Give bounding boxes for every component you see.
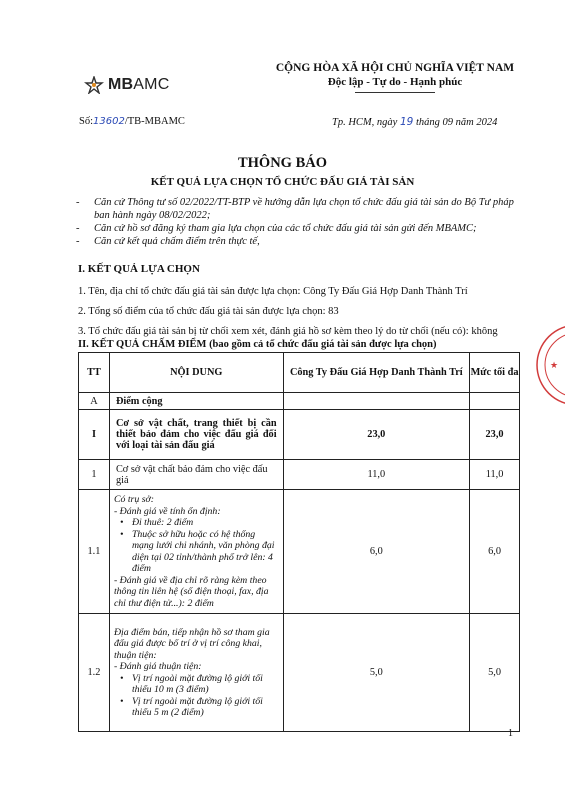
table-row: I Cơ sở vật chất, trang thiết bị cần thiết bảo đảm cho việc đấu giá đối với loại tài sản đấu giá 23,0 23,0 (79, 410, 520, 460)
section-1-items (78, 282, 538, 342)
section-1-item: 3. Tổ chức đấu giá tài sản bị từ chối xem xét, đánh giá hồ sơ kèm theo lý do từ chối (nếu có): không (78, 326, 498, 337)
handwritten-day: 19 (399, 116, 414, 128)
section-1-item: 2. Tổng số điểm của tổ chức đấu giá tài sản được lựa chọn: 83 (78, 306, 339, 317)
legal-basis-item: - Căn cứ kết quả chấm điểm trên thực tế, (76, 236, 260, 247)
notice-title: THÔNG BÁO (237, 155, 328, 171)
document-number: Số:13602/TB-MBAMC (79, 116, 185, 127)
legal-basis-item: - Căn cứ hồ sơ đăng ký tham gia lựa chọn của các tổ chức đấu giá tài sản gửi đến MBAMC; (76, 223, 477, 234)
legal-basis-item: - Căn cứ Thông tư số 02/2022/TT-BTP về hướng dẫn lựa chọn tổ chức đấu giá tài sản do Bộ Tư pháp ban hành ngày 08/02/2022; (76, 197, 514, 221)
header-tt: TT (79, 353, 110, 393)
motto-underline (355, 92, 435, 93)
mbamc-star-icon (84, 76, 104, 94)
legal-bases (76, 196, 516, 248)
red-stamp-seal (532, 318, 565, 413)
table-row: 1 Cơ sở vật chất bảo đảm cho việc đấu giá 11,0 11,0 (79, 460, 520, 490)
table-row: A Điểm cộng (79, 393, 520, 410)
handwritten-number: 13602 (93, 116, 125, 127)
table-header-row (79, 353, 520, 393)
document-date: Tp. HCM, ngày 19 tháng 09 năm 2024 (332, 116, 498, 128)
header-company: Công Ty Đấu Giá Hợp Danh Thành Trí (283, 353, 469, 393)
national-motto: Độc lập - Tự do - Hạnh phúc (327, 76, 463, 88)
national-title: CỘNG HÒA XÃ HỘI CHỦ NGHĨA VIỆT NAM (275, 62, 515, 74)
notice-subtitle: KẾT QUẢ LỰA CHỌN TỔ CHỨC ĐẤU GIÁ TÀI SẢN (150, 176, 415, 188)
table-row: 1.2 Địa điểm bán, tiếp nhận hồ sơ tham gia đấu giá được bố trí ở vị trí công khai, thuận tiện: - Đánh giá thuận tiện: • Vị trí ngoài mặt đường lộ giới tối thiểu 10 m (3 điểm) • Vị trí ngoài mặt đường lộ giới tối thiểu 5 m (2 điểm) 5,0 5,0 (79, 614, 520, 732)
scoring-table (78, 352, 520, 732)
section-1-heading: I. KẾT QUẢ LỰA CHỌN (78, 263, 200, 275)
svg-text:★: ★ (550, 361, 559, 371)
logo-text: MBAMC (108, 76, 170, 93)
section-2-heading: II. KẾT QUẢ CHẤM ĐIỂM (bao gồm cả tổ chức đấu giá tài sản được lựa chọn) (78, 339, 437, 350)
mbamc-logo (84, 76, 169, 94)
table-row: 1.1 Có trụ sở: - Đánh giá về tính ổn định: • Đi thuê: 2 điểm • Thuộc sở hữu hoặc có hệ thống mạng lưới chi nhánh, văn phòng đại diện tại 02 tỉnh/thành phố trở lên: 4 điểm - Đánh giá về địa chỉ rõ ràng kèm theo thông tin liên hệ (số điện thoại, fax, địa chỉ thư điện tử...): 2 điểm 6,0 6,0 (79, 490, 520, 614)
section-1-item: 1. Tên, địa chỉ tổ chức đấu giá tài sản được lựa chọn: Công Ty Đấu Giá Hợp Danh Thành Trí (78, 286, 468, 297)
page-number: 1 (508, 728, 513, 739)
header-content: NỘI DUNG (109, 353, 283, 393)
header-max: Mức tối đa (470, 353, 520, 393)
